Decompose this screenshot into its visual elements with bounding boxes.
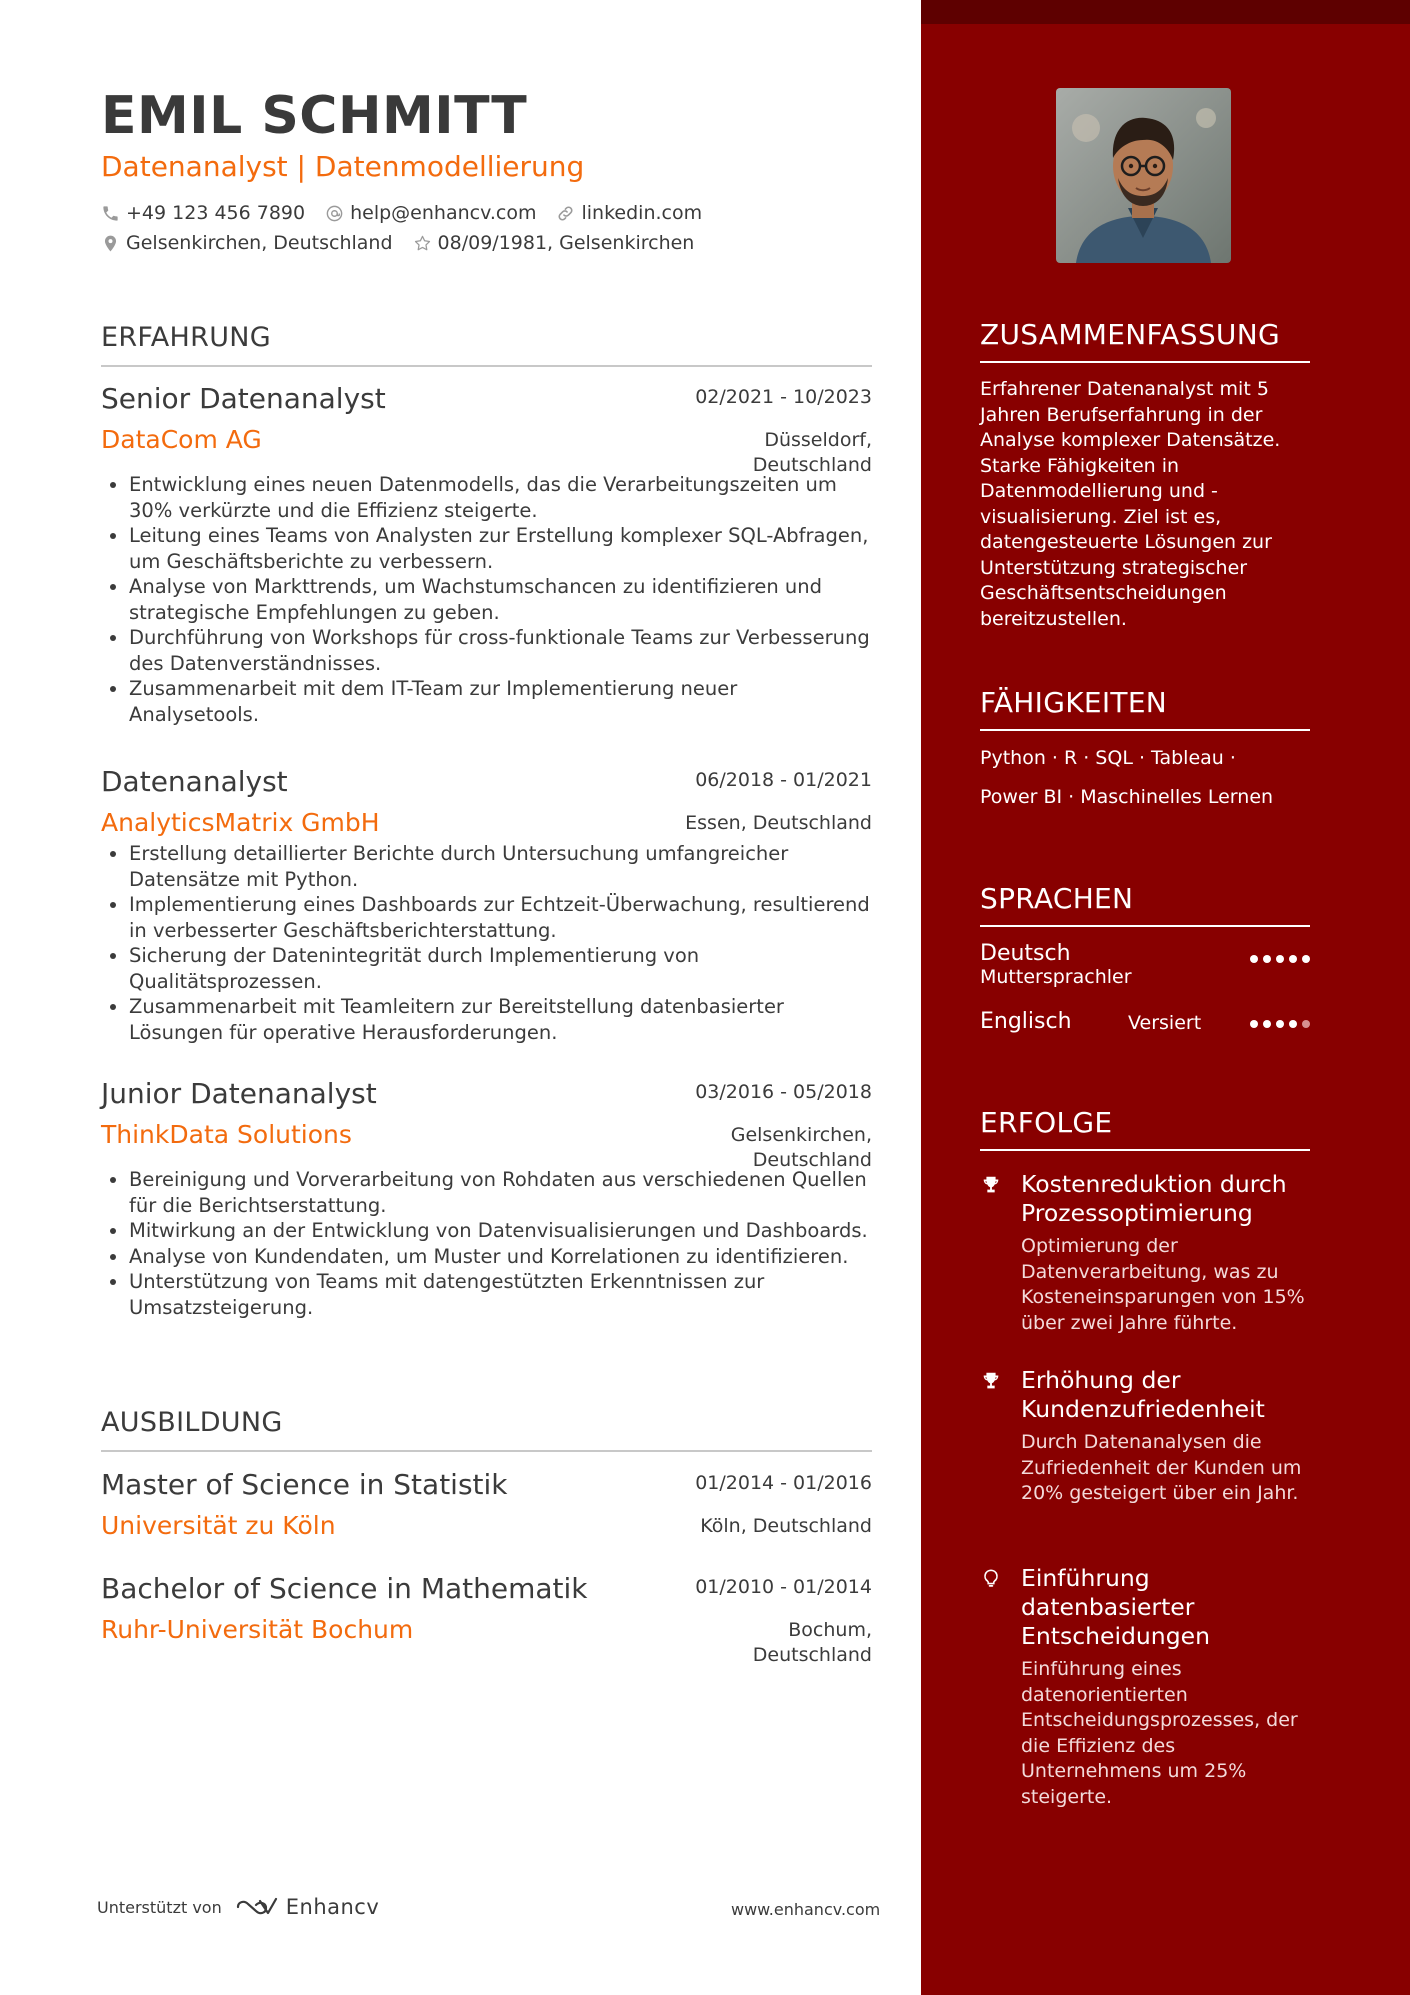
sidebar-top-band: [921, 0, 1410, 24]
rating-dot-filled: [1276, 955, 1284, 963]
job-company: DataCom AG: [101, 425, 262, 454]
candidate-headline: Datenanalyst | Datenmodellierung: [101, 150, 585, 183]
email-text: help@enhancv.com: [350, 202, 537, 224]
bullet: • Bereinigung und Vorverarbeitung von Rohdaten aus verschiedenen Quellen für die Berichtserstattung.: [129, 1167, 872, 1218]
powered-by-text: Unterstützt von: [97, 1897, 222, 1917]
language-level: Versiert: [1128, 1012, 1202, 1034]
skills-line: Python · R · SQL · Tableau ·: [980, 747, 1236, 769]
education-date: 01/2010 - 01/2014: [695, 1576, 872, 1598]
job-date: 02/2021 - 10/2023: [695, 386, 872, 408]
location-pin-icon: [101, 234, 120, 253]
bullet: • Unterstützung von Teams mit datengestützten Erkenntnissen zur Umsatzsteigerung.: [129, 1269, 872, 1320]
language-rating: [1245, 955, 1310, 963]
phone-text: +49 123 456 7890: [126, 202, 306, 224]
job-company: AnalyticsMatrix GmbH: [101, 808, 380, 837]
rating-dot-filled: [1276, 1020, 1284, 1028]
location-text: Gelsenkirchen, Deutschland: [126, 232, 393, 254]
job-entry: [101, 765, 872, 1045]
language-rating: [1245, 1020, 1310, 1028]
contact-birth: [413, 232, 695, 254]
job-entry: [101, 1077, 872, 1320]
bullet: • Zusammenarbeit mit Teamleitern zur Bereitstellung datenbasierter Lösungen für operative Herausforderungen.: [129, 994, 872, 1045]
summary-text: Erfahrener Datenanalyst mit 5 Jahren Berufserfahrung in der Analyse komplexer Datensätze. Starke Fähigkeiten in Datenmodellierung und -visualisierung. Ziel ist es, datengesteuerte Lösungen zur Unterstützung strategischer Geschäftsentscheidungen bereitzustellen.: [980, 378, 1281, 630]
star-icon: [413, 234, 432, 253]
achievements-section: [980, 1106, 1310, 1826]
footer-powered-by: [97, 1895, 379, 1919]
education-entry: [101, 1468, 872, 1540]
contact-row-1: [101, 202, 722, 224]
contact-row-2: [101, 232, 714, 254]
rating-dot-filled: [1263, 1020, 1271, 1028]
contact-location: [101, 232, 393, 254]
achievement-title: Erhöhung der Kundenzufriedenheit: [1021, 1366, 1265, 1423]
bullet: • Analyse von Markttrends, um Wachstumschancen zu identifizieren und strategische Empfehlungen zu geben.: [129, 574, 872, 625]
achievement-title: Kostenreduktion durch Prozessoptimierung: [1021, 1170, 1287, 1227]
achievement-desc: Durch Datenanalysen die Zufriedenheit der Kunden um 20% gesteigert über ein Jahr.: [1021, 1431, 1302, 1504]
rating-dot-filled: [1250, 1020, 1258, 1028]
job-role: Senior Datenanalyst: [101, 382, 386, 415]
achievement-item: [980, 1366, 1310, 1507]
education-entry: [101, 1572, 872, 1666]
enhancv-brand-text: Enhancv: [285, 1895, 380, 1919]
achievement-desc: Optimierung der Datenverarbeitung, was zu Kosteneinsparungen von 15% über zwei Jahre führte.: [1021, 1235, 1305, 1334]
trophy-icon: [980, 1174, 1002, 1196]
phone-icon: [101, 204, 120, 223]
job-location: Essen, Deutschland: [685, 812, 872, 834]
enhancv-logo-icon: [234, 1895, 280, 1919]
candidate-name: EMIL SCHMITT: [101, 86, 528, 146]
bullet: • Zusammenarbeit mit dem IT-Team zur Implementierung neuer Analysetools.: [129, 676, 872, 727]
education-location: Bochum, Deutschland: [752, 1619, 872, 1666]
bullet: • Erstellung detaillierter Berichte durch Untersuchung umfangreicher Datensätze mit Python.: [129, 841, 872, 892]
job-bullets: [101, 841, 872, 1045]
contact-email[interactable]: [325, 202, 536, 224]
rating-dot-filled: [1289, 1020, 1297, 1028]
rating-dot-filled: [1302, 955, 1310, 963]
skills-heading: FÄHIGKEITEN: [980, 686, 1310, 731]
contact-phone: [101, 202, 305, 224]
job-role: Junior Datenanalyst: [101, 1077, 377, 1110]
contact-linkedin[interactable]: [556, 202, 702, 224]
job-location: Düsseldorf, Deutschland: [752, 429, 872, 476]
languages-section: [980, 882, 1310, 1067]
footer-url[interactable]: www.enhancv.com: [731, 1900, 881, 1919]
bullet: • Implementierung eines Dashboards zur Echtzeit-Überwachung, resultierend in verbesserter Geschäftsberichterstattung.: [129, 892, 872, 943]
job-bullets: [101, 1167, 872, 1320]
lightbulb-icon: [980, 1568, 1002, 1590]
job-date: 06/2018 - 01/2021: [695, 769, 872, 791]
bullet: • Analyse von Kundendaten, um Muster und Korrelationen zu identifizieren.: [129, 1244, 872, 1270]
bullet: • Leitung eines Teams von Analysten zur Erstellung komplexer SQL-Abfragen, um Geschäftsberichte zu verbessern.: [129, 523, 872, 574]
skills-line: Power BI · Maschinelles Lernen: [980, 786, 1274, 808]
job-role: Datenanalyst: [101, 765, 288, 798]
rating-dot-filled: [1250, 955, 1258, 963]
sidebar: [921, 0, 1410, 1995]
skills-section: [980, 686, 1310, 808]
rating-dot-filled: [1263, 955, 1271, 963]
languages-heading: SPRACHEN: [980, 882, 1310, 927]
language-level: Muttersprachler: [980, 966, 1132, 988]
job-entry: [101, 382, 872, 727]
summary-heading: ZUSAMMENFASSUNG: [980, 318, 1310, 363]
language-item: [980, 941, 1310, 999]
achievements-heading: ERFOLGE: [980, 1106, 1310, 1151]
rating-dot-filled: [1289, 955, 1297, 963]
profile-photo: [1056, 88, 1231, 263]
link-icon: [556, 204, 575, 223]
trophy-icon: [980, 1370, 1002, 1392]
achievement-title: Einführung datenbasierter Entscheidungen: [1021, 1564, 1210, 1650]
language-name: Englisch: [980, 1009, 1072, 1034]
job-bullets: [101, 472, 872, 727]
school: Universität zu Köln: [101, 1511, 336, 1540]
education-location: Köln, Deutschland: [700, 1515, 872, 1537]
achievement-item: [980, 1564, 1310, 1810]
enhancv-logo[interactable]: [234, 1895, 380, 1919]
degree: Bachelor of Science in Mathematik: [101, 1572, 588, 1605]
education-date: 01/2014 - 01/2016: [695, 1472, 872, 1494]
job-date: 03/2016 - 05/2018: [695, 1081, 872, 1103]
bullet: • Entwicklung eines neuen Datenmodells, das die Verarbeitungszeiten um 30% verkürzte und die Effizienz steigerte.: [129, 472, 872, 523]
experience-heading: ERFAHRUNG: [101, 322, 872, 367]
linkedin-text: linkedin.com: [581, 202, 703, 224]
achievement-item: [980, 1170, 1310, 1336]
job-company: ThinkData Solutions: [101, 1120, 352, 1149]
rating-dot-empty: [1302, 1020, 1310, 1028]
job-location: Gelsenkirchen, Deutschland: [730, 1124, 872, 1171]
bullet: • Mitwirkung an der Entwicklung von Datenvisualisierungen und Dashboards.: [129, 1218, 872, 1244]
bullet: • Sicherung der Datenintegrität durch Implementierung von Qualitätsprozessen.: [129, 943, 872, 994]
language-item: [980, 1009, 1310, 1067]
avatar-portrait: [1056, 88, 1231, 263]
language-name: Deutsch: [980, 941, 1071, 966]
bullet: • Durchführung von Workshops für cross-funktionale Teams zur Verbesserung des Datenverständnisses.: [129, 625, 872, 676]
achievement-desc: Einführung eines datenorientierten Entscheidungsprozesses, der die Effizienz des Unternehmens um 25% steigerte.: [1021, 1658, 1298, 1808]
summary-section: [980, 318, 1310, 632]
at-icon: [325, 204, 344, 223]
birth-text: 08/09/1981, Gelsenkirchen: [437, 232, 695, 254]
school: Ruhr-Universität Bochum: [101, 1615, 414, 1644]
education-heading: AUSBILDUNG: [101, 1407, 872, 1452]
degree: Master of Science in Statistik: [101, 1468, 508, 1501]
